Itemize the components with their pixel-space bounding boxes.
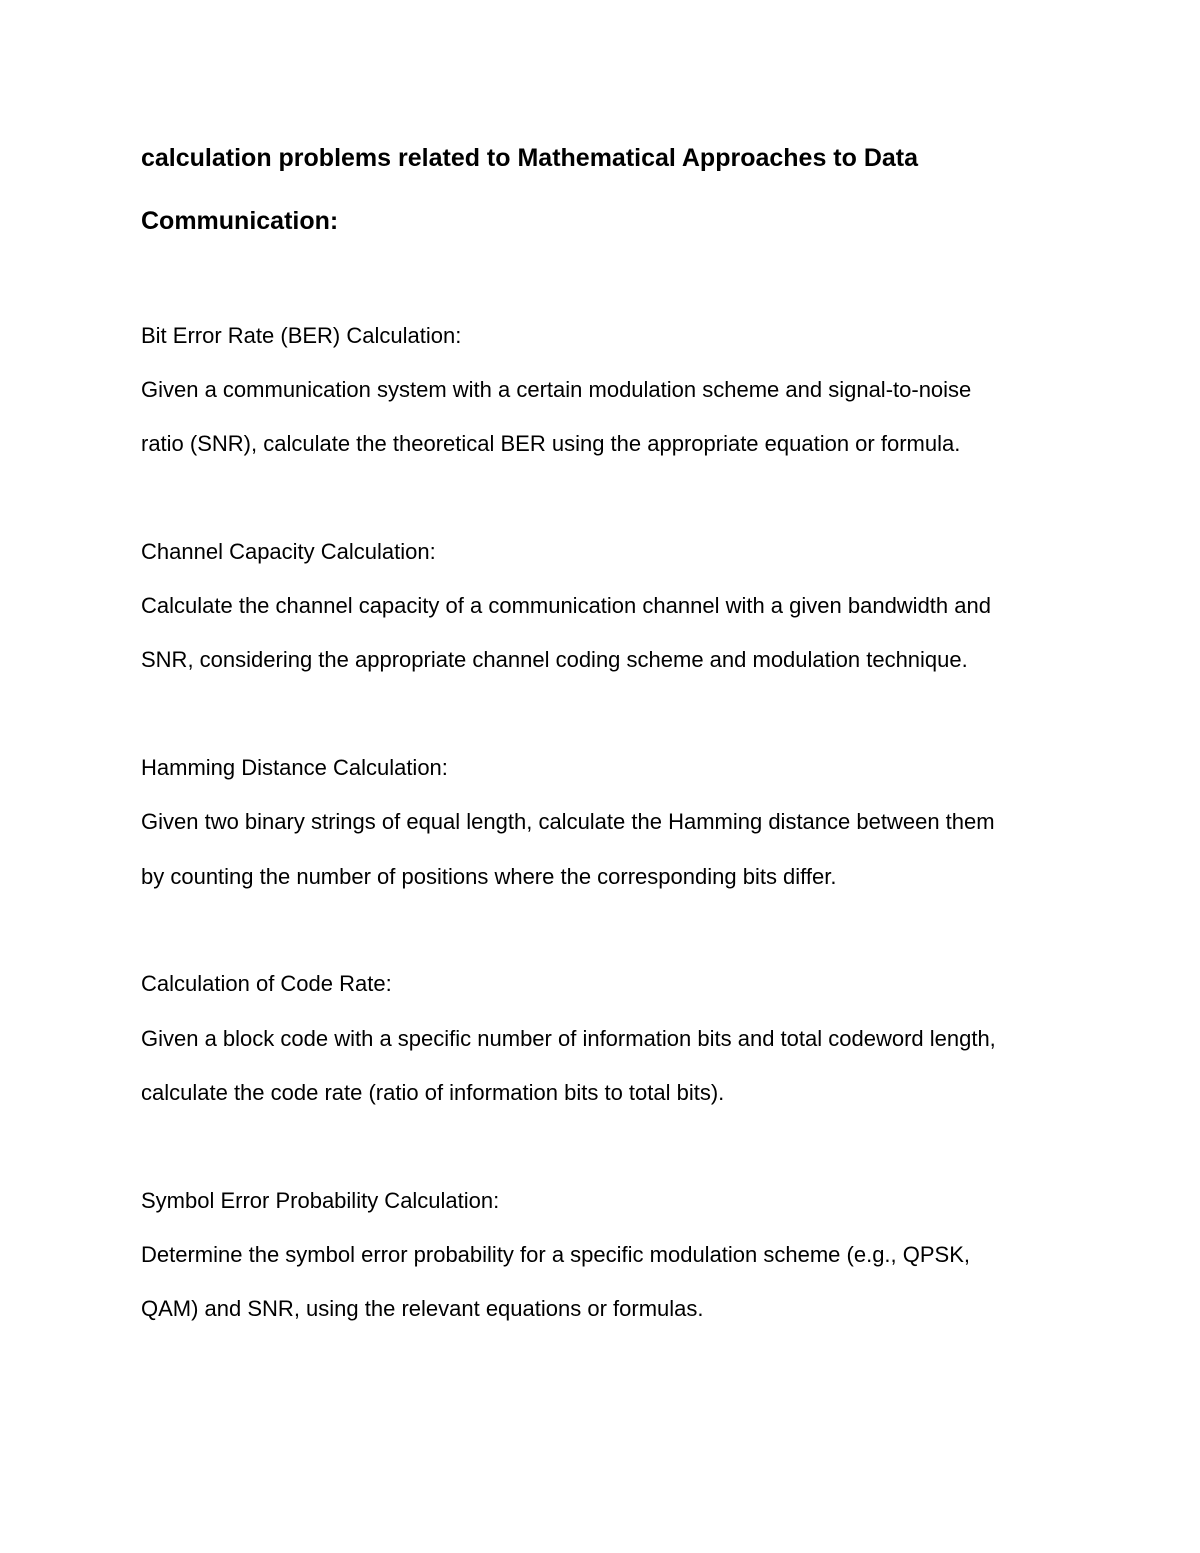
section-body-symbol-error-probability-line-2: QAM) and SNR, using the relevant equations or formulas. xyxy=(141,1296,704,1321)
section-body-hamming-distance-line-2: by counting the number of positions where the corresponding bits differ. xyxy=(141,864,837,889)
section-body-code-rate-line-2: calculate the code rate (ratio of information bits to total bits). xyxy=(141,1080,725,1105)
section-body-channel-capacity-line-2: SNR, considering the appropriate channel coding scheme and modulation technique. xyxy=(141,647,968,672)
section-body-ber-line-2: ratio (SNR), calculate the theoretical BER using the appropriate equation or formula. xyxy=(141,431,961,456)
section-body-symbol-error-probability-line-1: Determine the symbol error probability for a specific modulation scheme (e.g., QPSK, xyxy=(141,1242,971,1267)
section-body-channel-capacity-line-1: Calculate the channel capacity of a communication channel with a given bandwidth and xyxy=(141,593,991,618)
section-body-ber-line-1: Given a communication system with a certain modulation scheme and signal-to-noise xyxy=(141,377,972,402)
section-body-code-rate-line-1: Given a block code with a specific number of information bits and total codeword length, xyxy=(141,1026,996,1051)
section-heading-symbol-error-probability: Symbol Error Probability Calculation: xyxy=(141,1188,500,1213)
section-heading-channel-capacity: Channel Capacity Calculation: xyxy=(141,539,436,564)
document-title-line-1: calculation problems related to Mathematical Approaches to Data xyxy=(141,144,919,172)
section-heading-code-rate: Calculation of Code Rate: xyxy=(141,971,392,996)
document-title-line-2: Communication: xyxy=(141,207,339,235)
section-heading-ber: Bit Error Rate (BER) Calculation: xyxy=(141,323,462,348)
section-heading-hamming-distance: Hamming Distance Calculation: xyxy=(141,755,448,780)
section-body-hamming-distance-line-1: Given two binary strings of equal length, calculate the Hamming distance between them xyxy=(141,809,995,834)
